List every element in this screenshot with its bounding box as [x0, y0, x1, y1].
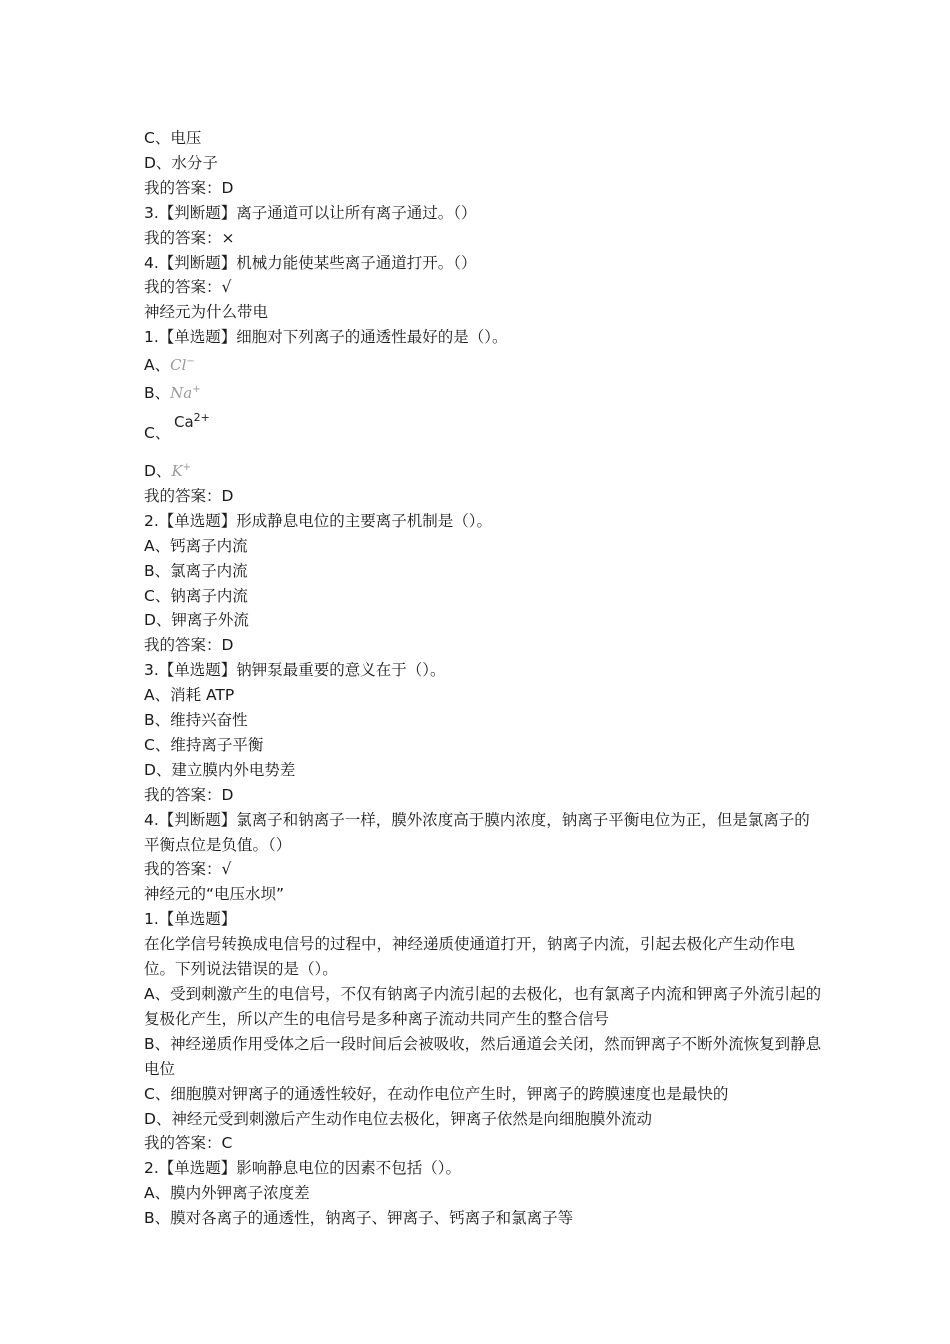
option-d: D、钾离子外流 — [144, 611, 249, 630]
option-b: B、膜对各离子的通透性，钠离子、钾离子、钙离子和氯离子等 — [144, 1209, 574, 1228]
option-a-cl — [144, 350, 824, 378]
option-d: D、神经元受到刺激后产生动作电位去极化，钾离子依然是向细胞膜外流动 — [144, 1109, 652, 1128]
option-a: A、受到刺激产生的电信号，不仅有钠离子内流引起的去极化，也有氯离子内流和钾离子外流引起的复极化产生，所以产生的电信号是多种离子流动共同产生的整合信号 — [144, 985, 822, 1028]
question-4: 4.【判断题】氯离子和钠离子一样，膜外浓度高于膜内浓度，钠离子平衡电位为正，但是氯离子的平衡点位是负值。（） — [144, 810, 810, 854]
option-c-voltage: C、电压 — [144, 129, 202, 147]
option-label: A、 — [144, 356, 171, 375]
answer: 我的答案：D — [144, 486, 234, 505]
answer: 我的答案：D — [144, 636, 234, 655]
answer: 我的答案：D — [144, 178, 234, 197]
answer: 我的答案：× — [144, 228, 235, 247]
option-label: D、 — [144, 461, 172, 480]
option-label: C、 — [144, 423, 171, 442]
question-2: 2.【单选题】影响静息电位的因素不包括（）。 — [144, 1159, 462, 1178]
option-b: B、维持兴奋性 — [144, 711, 248, 730]
option-c: C、细胞膜对钾离子的通透性较好，在动作电位产生时，钾离子的跨膜速度也是最快的 — [144, 1084, 729, 1103]
option-label: B、 — [144, 384, 171, 403]
answer: 我的答案：√ — [144, 860, 232, 879]
ion-formula: $Ca^{2+}$ — [174, 410, 210, 431]
option-c-ca — [144, 406, 824, 456]
option-c: C、钠离子内流 — [144, 586, 248, 605]
question-3: 3.【单选题】钠钾泵最重要的意义在于（）。 — [144, 661, 446, 680]
option-a: A、钙离子内流 — [144, 536, 248, 555]
question-3: 3.【判断题】离子通道可以让所有离子通过。（） — [144, 203, 477, 222]
option-c: C、维持离子平衡 — [144, 735, 264, 754]
question-4: 4.【判断题】机械力能使某些离子通道打开。（） — [144, 253, 477, 272]
ion-formula: K+ — [171, 461, 192, 480]
option-b: B、神经递质作用受体之后一段时间后会被吸收，然后通道会关闭，然而钾离子不断外流恢复到静息电位 — [144, 1034, 822, 1078]
option-a: A、消耗 ATP — [144, 686, 235, 705]
question-1-text: 在化学信号转换成电信号的过程中，神经递质使通道打开，钠离子内流，引起去极化产生动作电位。下列说法错误的是（）。 — [144, 935, 796, 979]
question-2: 2.【单选题】形成静息电位的主要离子机制是（）。 — [144, 511, 493, 530]
section-heading: 神经元的“电压水坝” — [144, 885, 285, 904]
option-d: D、建立膜内外电势差 — [144, 760, 296, 779]
ion-formula: Cl− — [170, 356, 195, 375]
question-1-label: 1.【单选题】 — [144, 910, 237, 929]
answer: 我的答案：C — [144, 1134, 233, 1153]
answer: 我的答案：√ — [144, 278, 232, 297]
option-b-na — [144, 378, 824, 406]
answer: 我的答案：D — [144, 785, 234, 804]
option-d-k — [144, 456, 824, 484]
option-d-water: D、水分子 — [144, 153, 218, 172]
question-1: 1.【单选题】细胞对下列离子的通透性最好的是（）。 — [144, 328, 508, 347]
section-heading: 神经元为什么带电 — [144, 303, 269, 322]
ion-formula: Na+ — [170, 384, 201, 403]
option-a: A、膜内外钾离子浓度差 — [144, 1184, 310, 1203]
option-b: B、氯离子内流 — [144, 561, 248, 580]
document-page — [144, 126, 824, 1231]
